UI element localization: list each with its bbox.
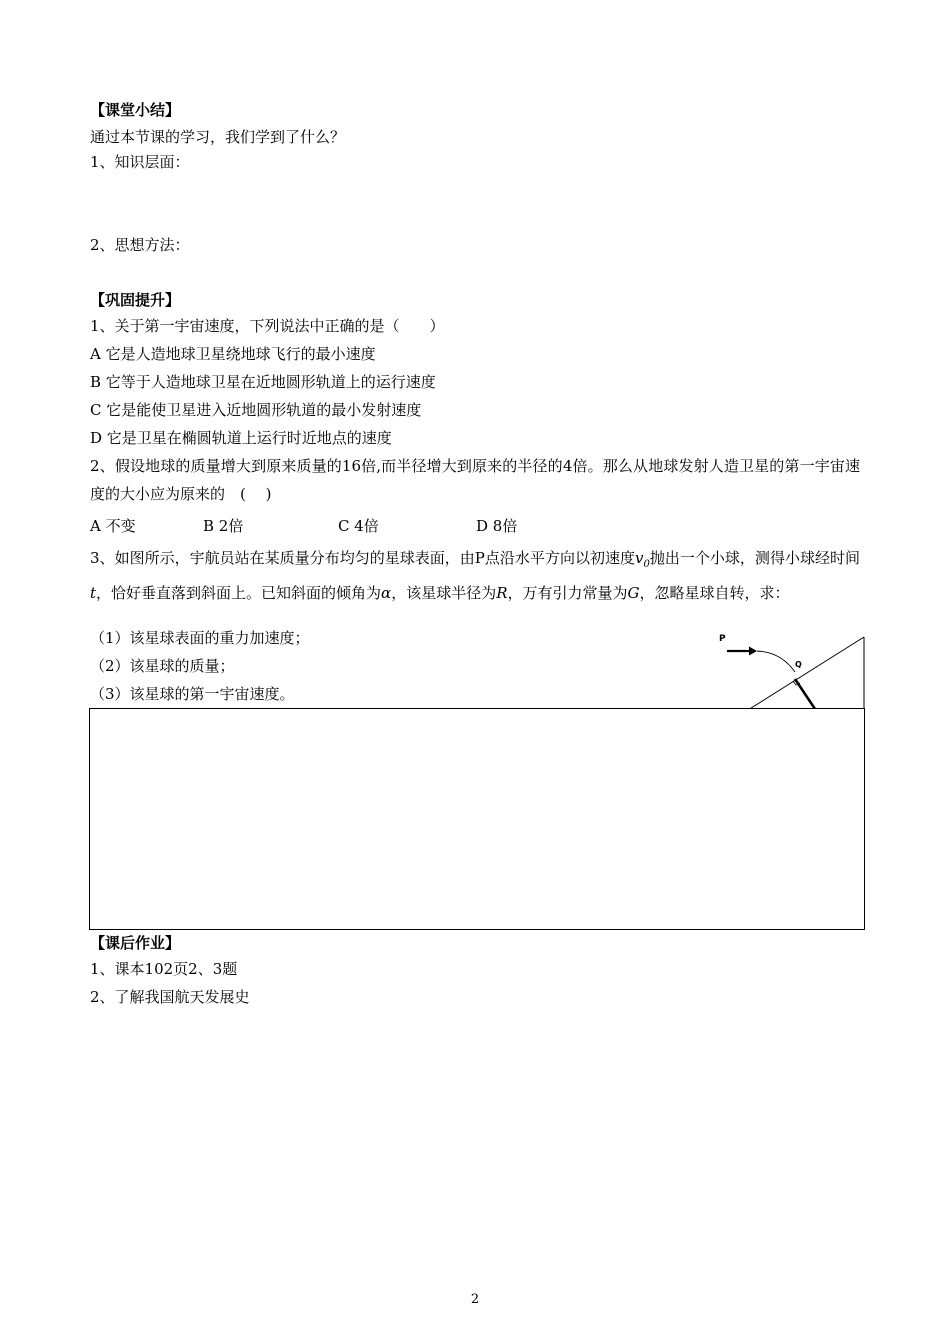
q1-option-a: A 它是人造地球卫星绕地球飞行的最小速度	[90, 345, 376, 363]
point-p-label: P	[719, 634, 726, 644]
t-symbol: t	[90, 584, 97, 602]
summary-item-knowledge: 1、知识层面：	[90, 153, 190, 171]
q3-part-2: （2）该星球的质量；	[90, 657, 235, 675]
alpha-symbol: α	[381, 584, 392, 602]
summary-prompt: 通过本节课的学习，我们学到了什么？	[90, 128, 346, 146]
q2-option-c: C 4倍	[338, 517, 379, 535]
q2-stem: 2、假设地球的质量增大到原来质量的16倍,而半径增大到原来的半径的4倍。那么从地球发射人造卫星的第一宇宙速度的大小应为原来的 ( )	[90, 457, 860, 503]
answer-box[interactable]	[89, 708, 865, 930]
q3-stem: 3、如图所示，宇航员站在某质量分布均匀的星球表面，由P点沿水平方向以初速度$v_0$抛出一个小球，测得小球经时间t，恰好垂直落到斜面上。已知斜面的倾角为α，该星球半径为R，万有引力常量为G，忽略星球自转，求：	[90, 549, 860, 602]
homework-item-2: 2、了解我国航天发展史	[90, 988, 250, 1006]
q2-option-d: D 8倍	[476, 517, 518, 535]
q1-stem: 1、关于第一宇宙速度，下列说法中正确的是（ ）	[90, 317, 445, 335]
r-symbol: R	[496, 584, 508, 602]
g-symbol: G	[627, 584, 640, 602]
practice-heading: 【巩固提升】	[90, 291, 181, 309]
q3-part-3: （3）该星球的第一宇宙速度。	[90, 685, 295, 703]
point-q-label: Q	[795, 660, 802, 669]
q3-part-1: （1）该星球表面的重力加速度；	[90, 629, 310, 647]
velocity-arrow	[727, 647, 757, 656]
v0-subscript: 0	[643, 559, 650, 570]
q1-option-d: D 它是卫星在椭圆轨道上运行时近地点的速度	[90, 429, 392, 447]
homework-item-1: 1、课本102页2、3题	[90, 960, 238, 978]
summary-item-methods: 2、思想方法：	[90, 236, 190, 254]
page-number: 2	[470, 1292, 480, 1307]
q2-option-b: B 2倍	[203, 517, 244, 535]
homework-heading: 【课后作业】	[90, 934, 181, 952]
summary-heading: 【课堂小结】	[90, 101, 181, 119]
q1-option-c: C 它是能使卫星进入近地圆形轨道的最小发射速度	[90, 401, 422, 419]
v0-symbol: v	[635, 549, 644, 567]
q2-option-a: A 不变	[90, 517, 136, 535]
incline-diagram	[715, 625, 870, 715]
trajectory-curve	[757, 651, 795, 672]
incline-surface	[740, 637, 864, 715]
q1-option-b: B 它等于人造地球卫星在近地圆形轨道上的运行速度	[90, 373, 436, 391]
